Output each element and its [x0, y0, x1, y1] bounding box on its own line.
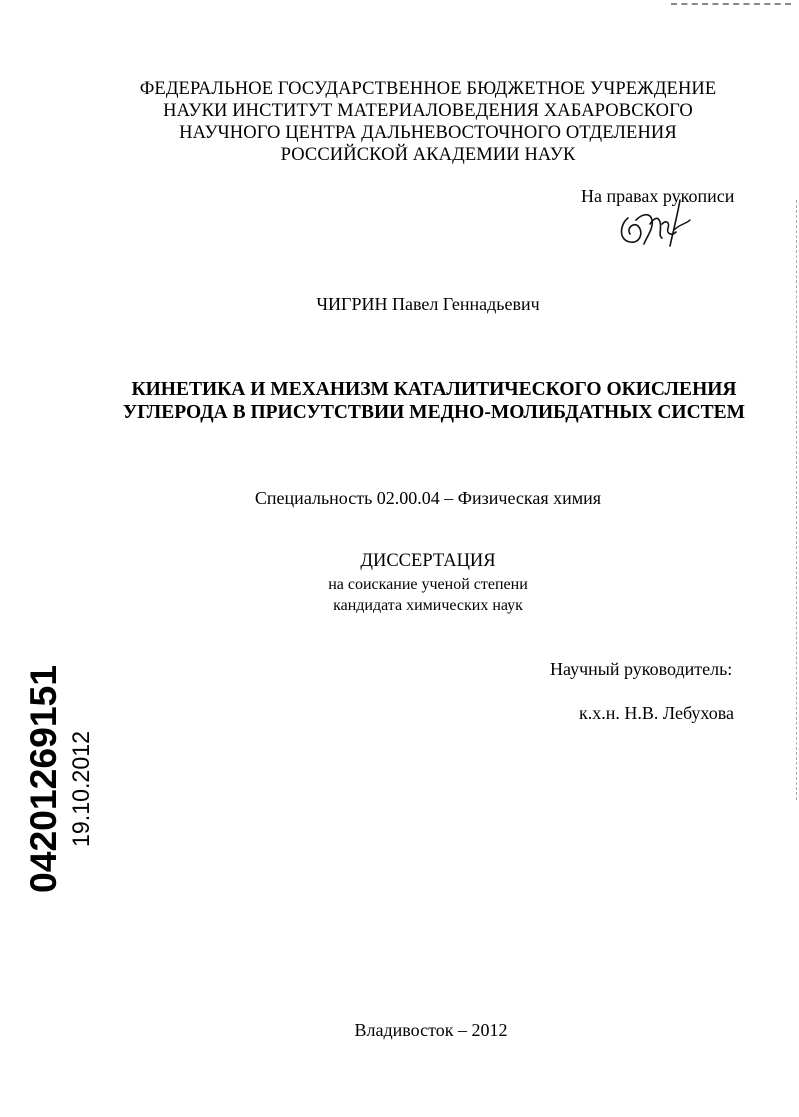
scan-artifact-top [671, 3, 791, 5]
advisor-label: Научный руководитель: [550, 659, 733, 679]
stamp-date: 19.10.2012 [68, 726, 95, 847]
dissertation-heading: ДИССЕРТАЦИЯ [360, 551, 496, 571]
organization-line: НАУКИ ИНСТИТУТ МАТЕРИАЛОВЕДЕНИЯ ХАБАРОВСКОГО [163, 101, 693, 121]
organization-line: НАУЧНОГО ЦЕНТРА ДАЛЬНЕВОСТОЧНОГО ОТДЕЛЕНИЯ [179, 123, 677, 143]
advisor-name: к.х.н. Н.В. Лебухова [579, 703, 734, 723]
city-year: Владивосток – 2012 [354, 1020, 508, 1040]
degree-line: кандидата химических наук [333, 597, 523, 614]
handwritten-signature [614, 194, 694, 254]
degree-description [0, 574, 799, 616]
library-stamp [10, 665, 100, 895]
degree-line: на соискание ученой степени [328, 576, 528, 593]
organization-header [0, 78, 799, 166]
title-line: КИНЕТИКА И МЕХАНИЗМ КАТАЛИТИЧЕСКОГО ОКИСЛЕНИЯ [131, 379, 737, 400]
organization-line: РОССИЙСКОЙ АКАДЕМИИ НАУК [280, 145, 576, 165]
author-name: ЧИГРИН Павел Геннадьевич [316, 294, 540, 314]
stamp-number: 04201269151 [23, 666, 64, 893]
title-line: УГЛЕРОДА В ПРИСУТСТВИИ МЕДНО-МОЛИБДАТНЫХ СИСТЕМ [122, 402, 746, 423]
organization-line: ФЕДЕРАЛЬНОЕ ГОСУДАРСТВЕННОЕ БЮДЖЕТНОЕ УЧРЕЖДЕНИЕ [139, 79, 717, 99]
dissertation-title [0, 378, 799, 424]
manuscript-rights-note: На правах рукописи [581, 186, 735, 206]
specialty: Специальность 02.00.04 – Физическая химия [254, 488, 602, 508]
